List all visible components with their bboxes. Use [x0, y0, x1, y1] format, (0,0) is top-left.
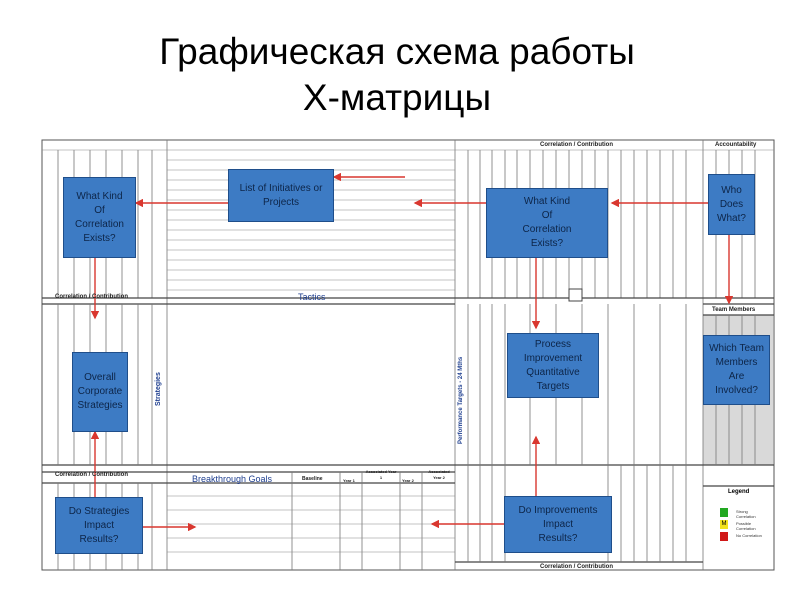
header-correlation-bottom-left: Correlation / Contribution: [55, 472, 128, 478]
legend-title: Legend: [728, 489, 750, 495]
box-initiatives: List of Initiatives or Projects: [228, 169, 334, 222]
header-correlation-left: Correlation / Contribution: [55, 294, 128, 300]
label-performance-targets: Performance Targets - 24 Mths: [458, 356, 464, 444]
header-correlation-bottom: Correlation / Contribution: [540, 564, 613, 570]
box-process-improvement: Process Improvement Quantitative Targets: [507, 333, 599, 398]
col-year2: Year 2: [402, 478, 414, 483]
col-associated-year2: Associated Year 2: [428, 469, 450, 480]
header-breakthrough-goals: Breakthrough Goals: [192, 474, 273, 484]
slide-title-line2: X-матрицы: [302, 77, 492, 118]
header-accountability: Accountability: [715, 142, 757, 148]
label-strategies: Strategies: [155, 372, 162, 406]
box-strategies-impact: Do Strategies Impact Results?: [55, 497, 143, 554]
box-what-kind-left: What Kind Of Correlation Exists?: [63, 177, 136, 258]
legend-swatch: [720, 532, 728, 541]
legend-swatch: [720, 508, 728, 517]
header-team-members: Team Members: [712, 307, 756, 313]
legend-label: Strong Correlation: [736, 509, 756, 519]
box-what-kind-center: What Kind Of Correlation Exists?: [486, 188, 608, 258]
legend-swatch: M: [721, 521, 727, 527]
box-corporate-strategies: Overall Corporate Strategies: [72, 352, 128, 432]
box-who-does-what: Who Does What?: [708, 174, 755, 235]
header-correlation-top: Correlation / Contribution: [540, 142, 613, 148]
col-associated-year1: Associated Year 1: [365, 469, 397, 480]
col-year1: Year 1: [343, 478, 355, 483]
col-baseline: Baseline: [302, 476, 323, 482]
legend-label: No Correlation: [736, 533, 762, 538]
box-improvements-impact: Do Improvements Impact Results?: [504, 496, 612, 553]
slide-title-line1: Графическая схема работы: [159, 31, 635, 72]
box-team-members: Which Team Members Are Involved?: [703, 335, 770, 405]
legend-label: Possible Correlation: [736, 521, 756, 531]
header-tactics: Tactics: [298, 292, 326, 302]
